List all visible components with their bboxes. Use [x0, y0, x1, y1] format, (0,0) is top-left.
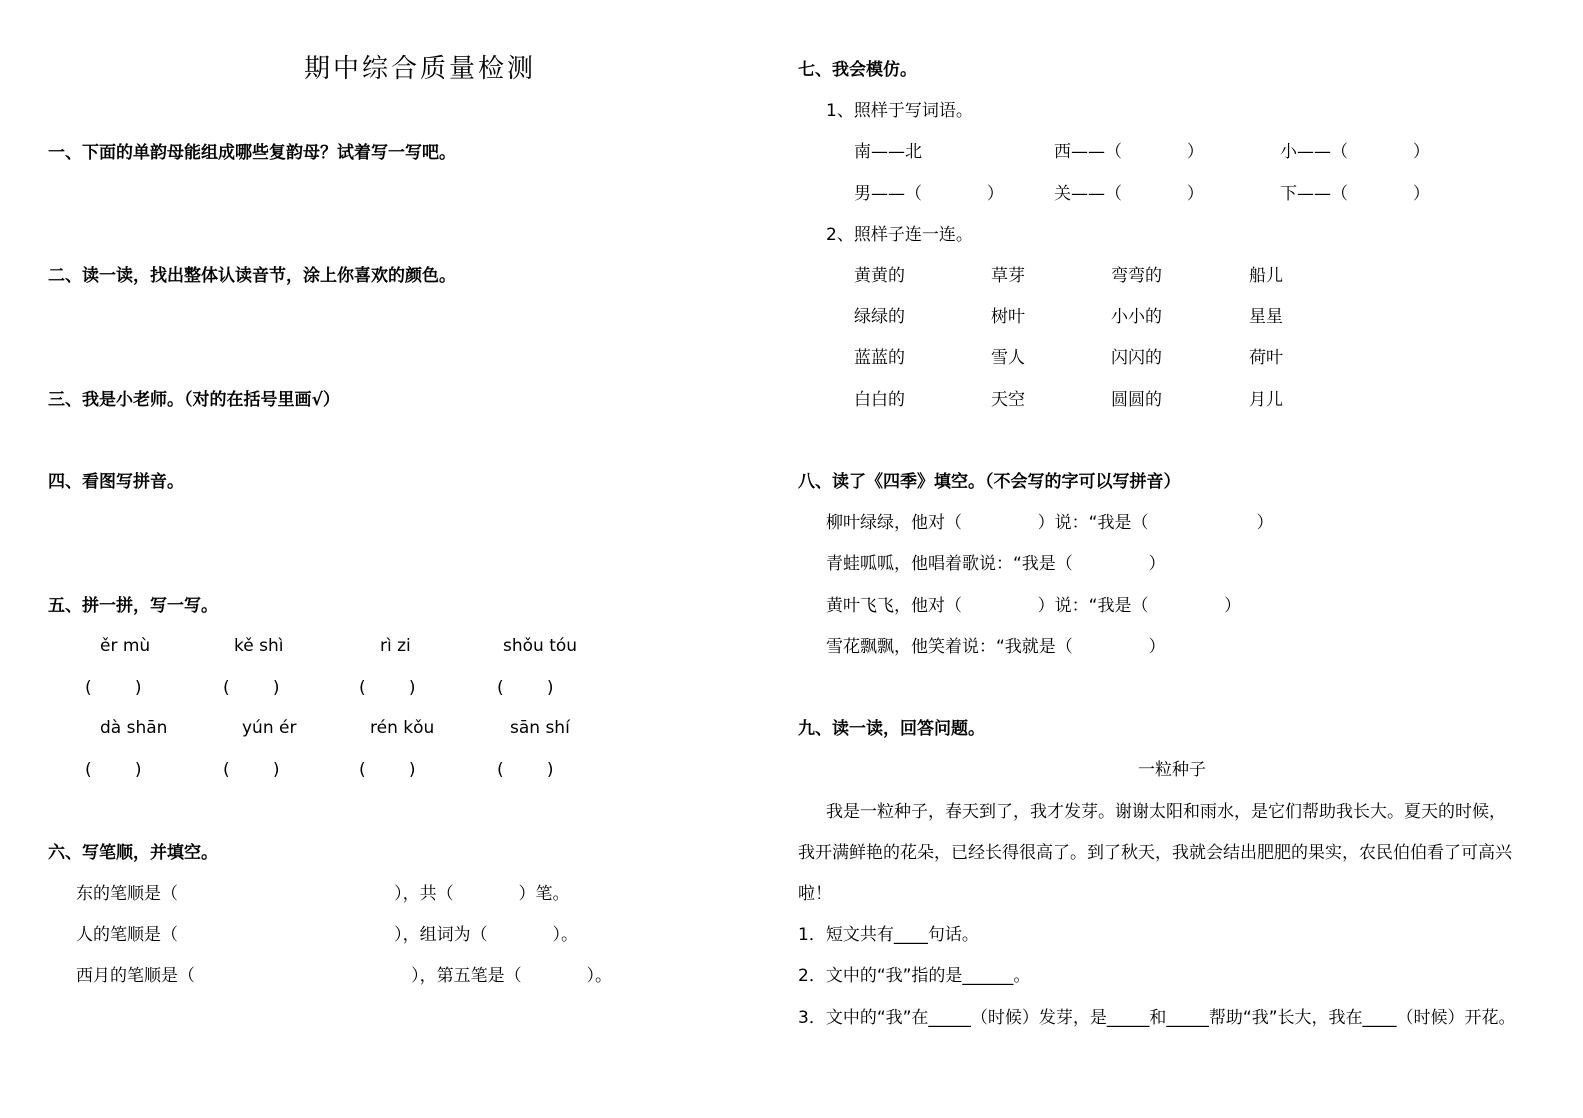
- section-4-heading: 四、看图写拼音。: [48, 472, 184, 492]
- match-word[interactable]: 闪闪的: [1111, 348, 1162, 368]
- pinyin-item: rén kǒu: [370, 718, 435, 738]
- answer-bracket[interactable]: ( ): [223, 760, 280, 780]
- section-6-heading: 六、写笔顺，并填空。: [48, 843, 218, 863]
- fill-blank-line[interactable]: 青蛙呱呱，他唱着歌说：“我是（ ）: [826, 554, 1166, 574]
- fill-blank-line[interactable]: 雪花飘飘，他笑着说：“我就是（ ）: [826, 637, 1166, 657]
- pinyin-item: rì zi: [380, 636, 411, 656]
- answer-bracket[interactable]: ( ): [359, 760, 416, 780]
- section-1-heading: 一、下面的单韵母能组成哪些复韵母？试着写一写吧。: [48, 143, 456, 163]
- answer-bracket[interactable]: ( ): [223, 678, 280, 698]
- fill-blank-line[interactable]: 柳叶绿绿，他对（ ）说：“我是（ ）: [826, 513, 1274, 533]
- word-pair[interactable]: 小——（ ）: [1280, 142, 1430, 162]
- match-word[interactable]: 绿绿的: [854, 307, 905, 327]
- story-paragraph-line: 我开满鲜艳的花朵，已经长得很高了。到了秋天，我就会结出肥肥的果实，农民伯伯看了可高兴: [798, 843, 1512, 863]
- match-word[interactable]: 蓝蓝的: [854, 348, 905, 368]
- match-word[interactable]: 草芽: [991, 266, 1025, 286]
- answer-bracket[interactable]: ( ): [85, 760, 142, 780]
- word-pair: 南——北: [854, 142, 922, 162]
- story-paragraph-line: 啦！: [798, 884, 832, 904]
- question-line[interactable]: 2．文中的“我”指的是______。: [798, 966, 1031, 986]
- word-pair[interactable]: 关——（ ）: [1054, 184, 1204, 204]
- answer-bracket[interactable]: ( ): [85, 678, 142, 698]
- section-9-heading: 九、读一读，回答问题。: [798, 719, 985, 739]
- section-2-heading: 二、读一读，找出整体认读音节，涂上你喜欢的颜色。: [48, 266, 456, 286]
- story-paragraph-line: 我是一粒种子，春天到了，我才发芽。谢谢太阳和雨水，是它们帮助我长大。夏天的时候，: [826, 802, 1506, 822]
- answer-bracket[interactable]: ( ): [497, 678, 554, 698]
- pinyin-item: kě shì: [234, 636, 284, 656]
- pinyin-item: yún ér: [242, 718, 297, 738]
- match-word[interactable]: 雪人: [991, 348, 1025, 368]
- match-word[interactable]: 白白的: [854, 390, 905, 410]
- match-word[interactable]: 天空: [991, 390, 1025, 410]
- fill-blank-line[interactable]: 黄叶飞飞，他对（ ）说：“我是（ ）: [826, 596, 1242, 616]
- stroke-order-line[interactable]: 西月的笔顺是（ ），第五笔是（ ）。: [76, 966, 612, 986]
- answer-bracket[interactable]: ( ): [359, 678, 416, 698]
- section-3-heading: 三、我是小老师。（对的在括号里画√）: [48, 390, 340, 410]
- page-title: 期中综合质量检测: [304, 54, 537, 84]
- question-line[interactable]: 1．短文共有____句话。: [798, 925, 979, 945]
- section-7-sub2: 2、照样子连一连。: [826, 225, 973, 245]
- match-word[interactable]: 星星: [1249, 307, 1283, 327]
- pinyin-item: shǒu tóu: [503, 636, 578, 656]
- section-7-sub1: 1、照样于写词语。: [826, 101, 973, 121]
- match-word[interactable]: 弯弯的: [1111, 266, 1162, 286]
- section-7-heading: 七、我会模仿。: [798, 60, 917, 80]
- word-pair[interactable]: 西——（ ）: [1054, 142, 1204, 162]
- stroke-order-line[interactable]: 东的笔顺是（ ），共（ ）笔。: [76, 884, 570, 904]
- pinyin-item: ěr mù: [100, 636, 151, 656]
- section-5-heading: 五、拼一拼，写一写。: [48, 596, 218, 616]
- word-pair[interactable]: 男——（ ）: [854, 184, 1004, 204]
- match-word[interactable]: 船儿: [1249, 266, 1283, 286]
- match-word[interactable]: 荷叶: [1249, 348, 1283, 368]
- match-word[interactable]: 黄黄的: [854, 266, 905, 286]
- answer-bracket[interactable]: ( ): [497, 760, 554, 780]
- pinyin-item: sān shí: [510, 718, 570, 738]
- story-title: 一粒种子: [1138, 760, 1206, 780]
- pinyin-item: dà shān: [100, 718, 168, 738]
- match-word[interactable]: 小小的: [1111, 307, 1162, 327]
- section-8-heading: 八、读了《四季》填空。（不会写的字可以写拼音）: [798, 472, 1181, 492]
- stroke-order-line[interactable]: 人的笔顺是（ ），组词为（ ）。: [76, 925, 578, 945]
- question-line[interactable]: 3．文中的“我”在_____（时候）发芽，是_____和_____帮助“我”长大，我在____（时候）开花。: [798, 1008, 1516, 1028]
- match-word[interactable]: 月儿: [1249, 390, 1283, 410]
- match-word[interactable]: 树叶: [991, 307, 1025, 327]
- match-word[interactable]: 圆圆的: [1111, 390, 1162, 410]
- word-pair[interactable]: 下——（ ）: [1280, 184, 1430, 204]
